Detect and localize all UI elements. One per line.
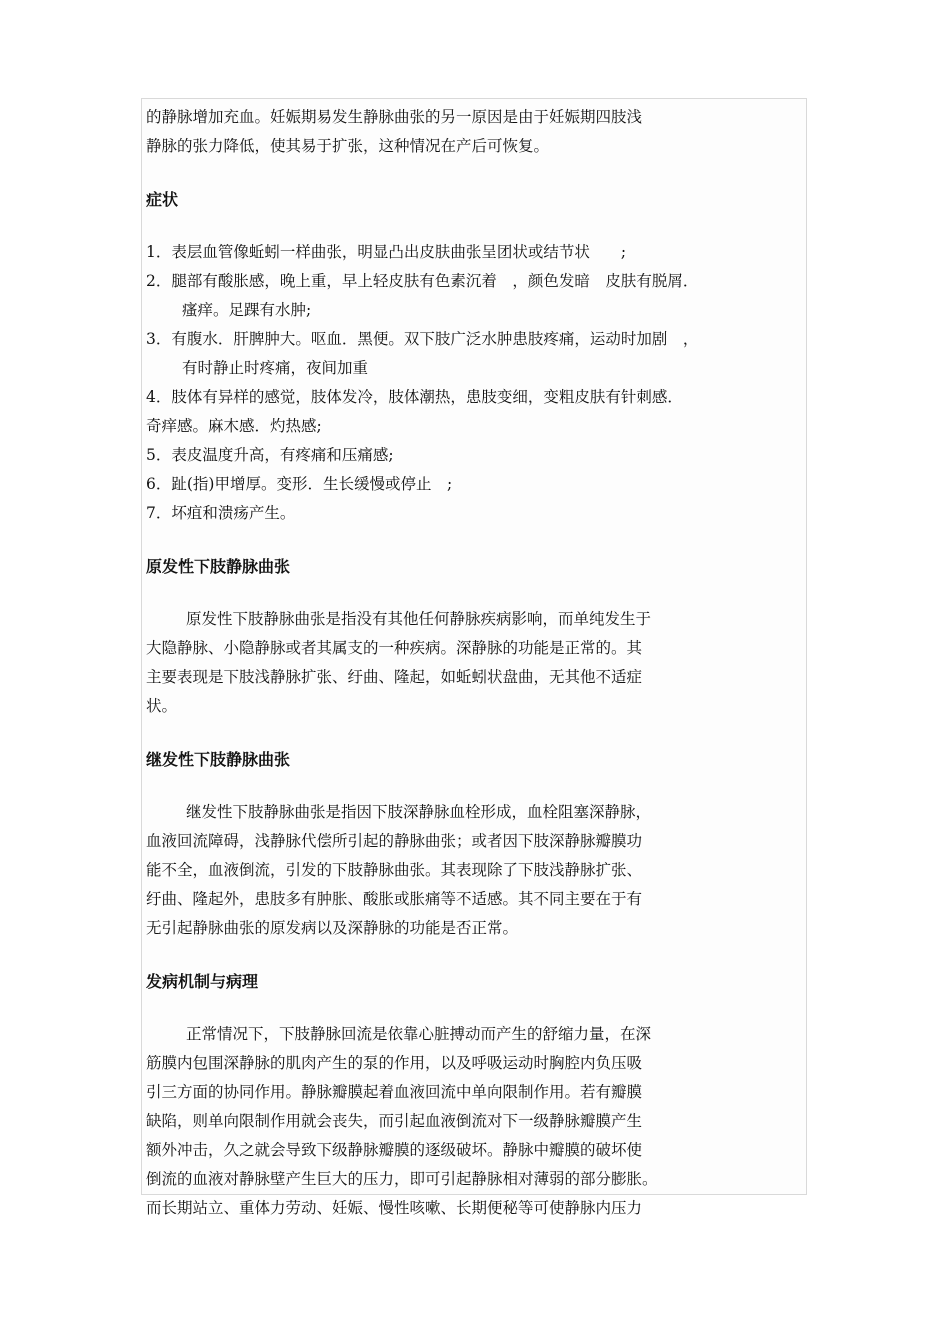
symptoms-heading: 症状 xyxy=(146,190,179,209)
primary-paragraph-line: 状。 xyxy=(146,697,178,715)
symptom-line-continued: 瘙痒。足踝有水肿; xyxy=(182,301,312,319)
symptom-line: 2．腿部有酸胀感，晚上重，早上轻皮肤有色素沉着 ，颜色发暗 皮肤有脱屑． xyxy=(146,272,699,290)
secondary-heading: 继发性下肢静脉曲张 xyxy=(146,750,291,769)
symptom-line: 6．趾(指)甲增厚。变形．生长缓慢或停止 ; xyxy=(146,475,453,493)
secondary-paragraph-line: 无引起静脉曲张的原发病以及深静脉的功能是否正常。 xyxy=(146,919,519,937)
document-page xyxy=(141,98,807,1217)
primary-paragraph-line: 大隐静脉、小隐静脉或者其属支的一种疾病。深静脉的功能是正常的。其 xyxy=(146,639,643,657)
symptom-line-continued: 有时静止时疼痛，夜间加重 xyxy=(182,359,369,377)
secondary-paragraph-line: 继发性下肢静脉曲张是指因下肢深静脉血栓形成，血栓阻塞深静脉， xyxy=(186,803,652,821)
intro-line: 静脉的张力降低，使其易于扩张，这种情况在产后可恢复。 xyxy=(146,137,550,155)
secondary-paragraph-line: 能不全，血液倒流，引发的下肢静脉曲张。其表现除了下肢浅静脉扩张、 xyxy=(146,861,643,879)
primary-paragraph-line: 主要表现是下肢浅静脉扩张、纡曲、隆起，如蚯蚓状盘曲，无其他不适症 xyxy=(146,668,643,686)
mechanism-paragraph-line: 筋膜内包围深静脉的肌肉产生的泵的作用，以及呼吸运动时胸腔内负压吸 xyxy=(146,1054,643,1072)
symptom-line: 4．肢体有异样的感觉，肢体发冷，肢体潮热，患肢变细，变粗皮肤有针刺感． xyxy=(146,388,683,406)
primary-heading: 原发性下肢静脉曲张 xyxy=(146,557,291,576)
secondary-paragraph-line: 纡曲、隆起外，患肢多有肿胀、酸胀或胀痛等不适感。其不同主要在于有 xyxy=(146,890,643,908)
symptom-line: 7．坏疽和溃疡产生。 xyxy=(146,504,296,522)
secondary-paragraph-line: 血液回流障碍，浅静脉代偿所引起的静脉曲张；或者因下肢深静脉瓣膜功 xyxy=(146,832,643,850)
symptom-line: 5．表皮温度升高，有疼痛和压痛感; xyxy=(146,446,394,464)
mechanism-paragraph-line: 额外冲击，久之就会导致下级静脉瓣膜的逐级破坏。静脉中瓣膜的破坏使 xyxy=(146,1141,643,1159)
primary-paragraph-line: 原发性下肢静脉曲张是指没有其他任何静脉疾病影响，而单纯发生于 xyxy=(186,610,652,628)
mechanism-heading: 发病机制与病理 xyxy=(146,972,259,991)
document-body xyxy=(146,103,808,1223)
symptom-line: 3．有腹水．肝脾肿大。呕血．黑便。双下肢广泛水肿患肢疼痛，运动时加剧 ， xyxy=(146,330,699,348)
intro-line: 的静脉增加充血。妊娠期易发生静脉曲张的另一原因是由于妊娠期四肢浅 xyxy=(146,108,643,126)
mechanism-paragraph-line: 引三方面的协同作用。静脉瓣膜起着血液回流中单向限制作用。若有瓣膜 xyxy=(146,1083,643,1101)
symptom-line: 1．表层血管像蚯蚓一样曲张，明显凸出皮肤曲张呈团状或结节状 ; xyxy=(146,243,627,261)
mechanism-paragraph-line: 正常情况下，下肢静脉回流是依靠心脏搏动而产生的舒缩力量，在深 xyxy=(186,1025,652,1043)
mechanism-paragraph-line: 缺陷，则单向限制作用就会丧失，而引起血液倒流对下一级静脉瓣膜产生 xyxy=(146,1112,643,1130)
mechanism-paragraph-line: 而长期站立、重体力劳动、妊娠、慢性咳嗽、长期便秘等可使静脉内压力 xyxy=(146,1199,643,1217)
mechanism-paragraph-line: 倒流的血液对静脉壁产生巨大的压力，即可引起静脉相对薄弱的部分膨胀。 xyxy=(146,1170,658,1188)
symptom-line: 奇痒感。麻木感．灼热感; xyxy=(146,417,322,435)
